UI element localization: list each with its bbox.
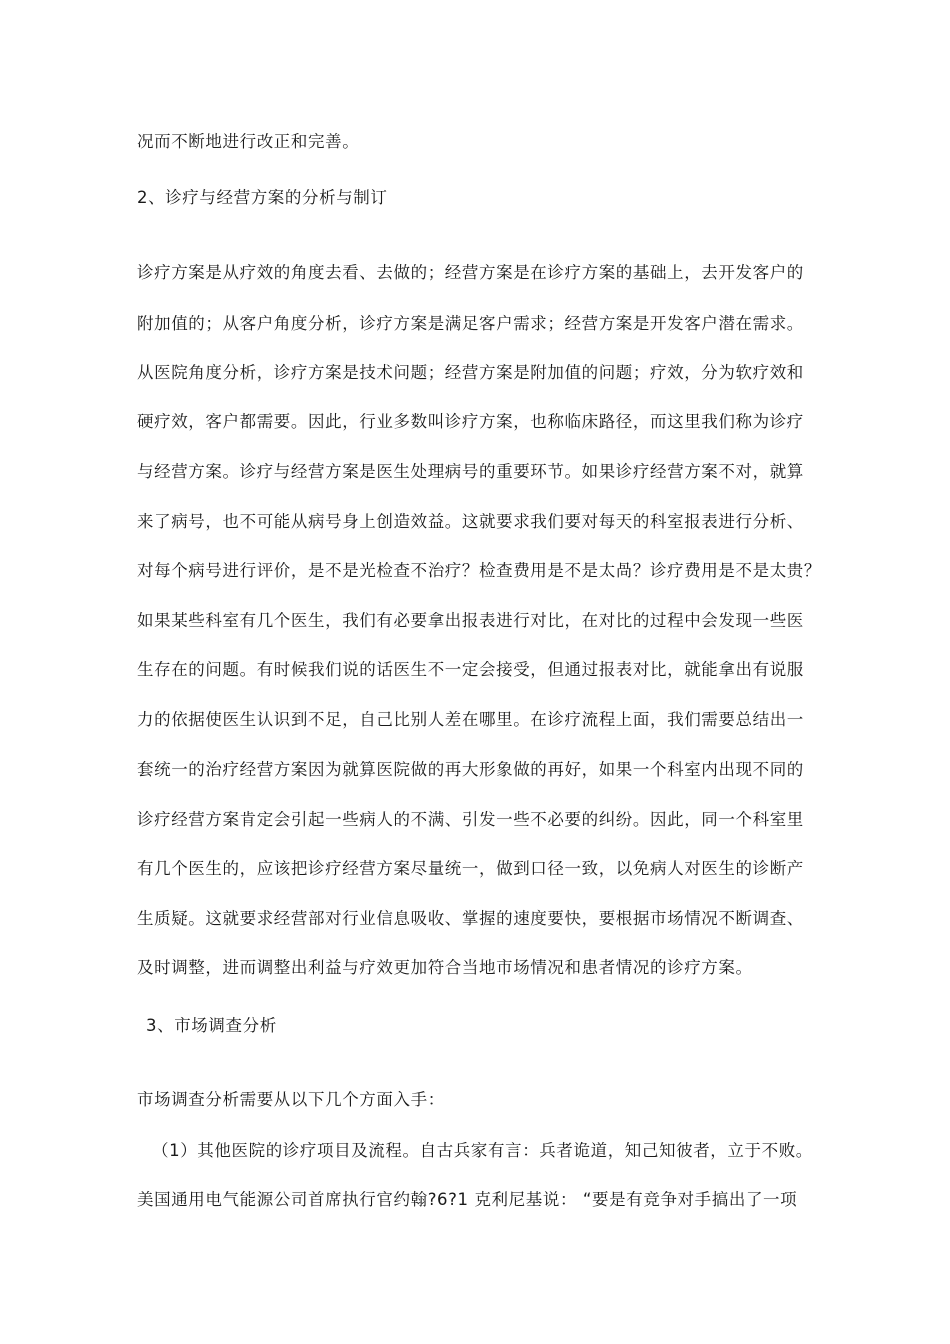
list-item-1: （1）其他医院的诊疗项目及流程。自古兵家有言：兵者诡道，知己知彼者，立于不败。 — [152, 1141, 813, 1160]
paragraph-line: 生存在的问题。有时候我们说的话医生不一定会接受，但通过报表对比，就能拿出有说服 — [137, 660, 804, 679]
paragraph-line: 生质疑。这就要求经营部对行业信息吸收、掌握的速度要快，要根据市场情况不断调查、 — [137, 909, 804, 928]
paragraph-line: 如果某些科室有几个医生，我们有必要拿出报表进行对比，在对比的过程中会发现一些医 — [137, 611, 804, 630]
paragraph-line: 诊疗经营方案肯定会引起一些病人的不满、引发一些不必要的纠纷。因此，同一个科室里 — [137, 810, 804, 829]
paragraph-line: 诊疗方案是从疗效的角度去看、去做的；经营方案是在诊疗方案的基础上，去开发客户的 — [137, 263, 804, 282]
section-3-intro: 市场调查分析需要从以下几个方面入手： — [137, 1090, 445, 1109]
section-3-heading: 3、市场调查分析 — [146, 1016, 277, 1035]
paragraph-line: 从医院角度分析，诊疗方案是技术问题；经营方案是附加值的问题；疗效，分为软疗效和 — [137, 363, 804, 382]
paragraph-line: 与经营方案。诊疗与经营方案是医生处理病号的重要环节。如果诊疗经营方案不对，就算 — [137, 462, 804, 481]
paragraph-line: 力的依据使医生认识到不足，自己比别人差在哪里。在诊疗流程上面，我们需要总结出一 — [137, 710, 804, 729]
paragraph-line: 套统一的治疗经营方案因为就算医院做的再大形象做的再好，如果一个科室内出现不同的 — [137, 760, 804, 779]
paragraph-line: 来了病号，也不可能从病号身上创造效益。这就要求我们要对每天的科室报表进行分析、 — [137, 512, 804, 531]
paragraph-line: 有几个医生的，应该把诊疗经营方案尽量统一，做到口径一致，以免病人对医生的诊断产 — [137, 859, 804, 878]
opening-line: 况而不断地进行改正和完善。 — [137, 132, 360, 151]
list-item-1-continuation: 美国通用电气能源公司首席执行官约翰?6?1 克利尼基说： “要是有竞争对手搞出了一项 — [137, 1190, 798, 1209]
paragraph-line: 对每个病号进行评价，是不是光检查不治疗？检查费用是不是太咼？诊疗费用是不是太贵？ — [137, 561, 821, 580]
paragraph-line: 附加值的；从客户角度分析，诊疗方案是满足客户需求；经营方案是开发客户潜在需求。 — [137, 314, 804, 333]
paragraph-line: 及时调整，进而调整出利益与疗效更加符合当地市场情况和患者情况的诊疗方案。 — [137, 958, 753, 977]
paragraph-line: 硬疗效，客户都需要。因此，行业多数叫诊疗方案，也称临床路径，而这里我们称为诊疗 — [137, 412, 804, 431]
section-2-heading: 2、诊疗与经营方案的分析与制订 — [137, 188, 388, 207]
